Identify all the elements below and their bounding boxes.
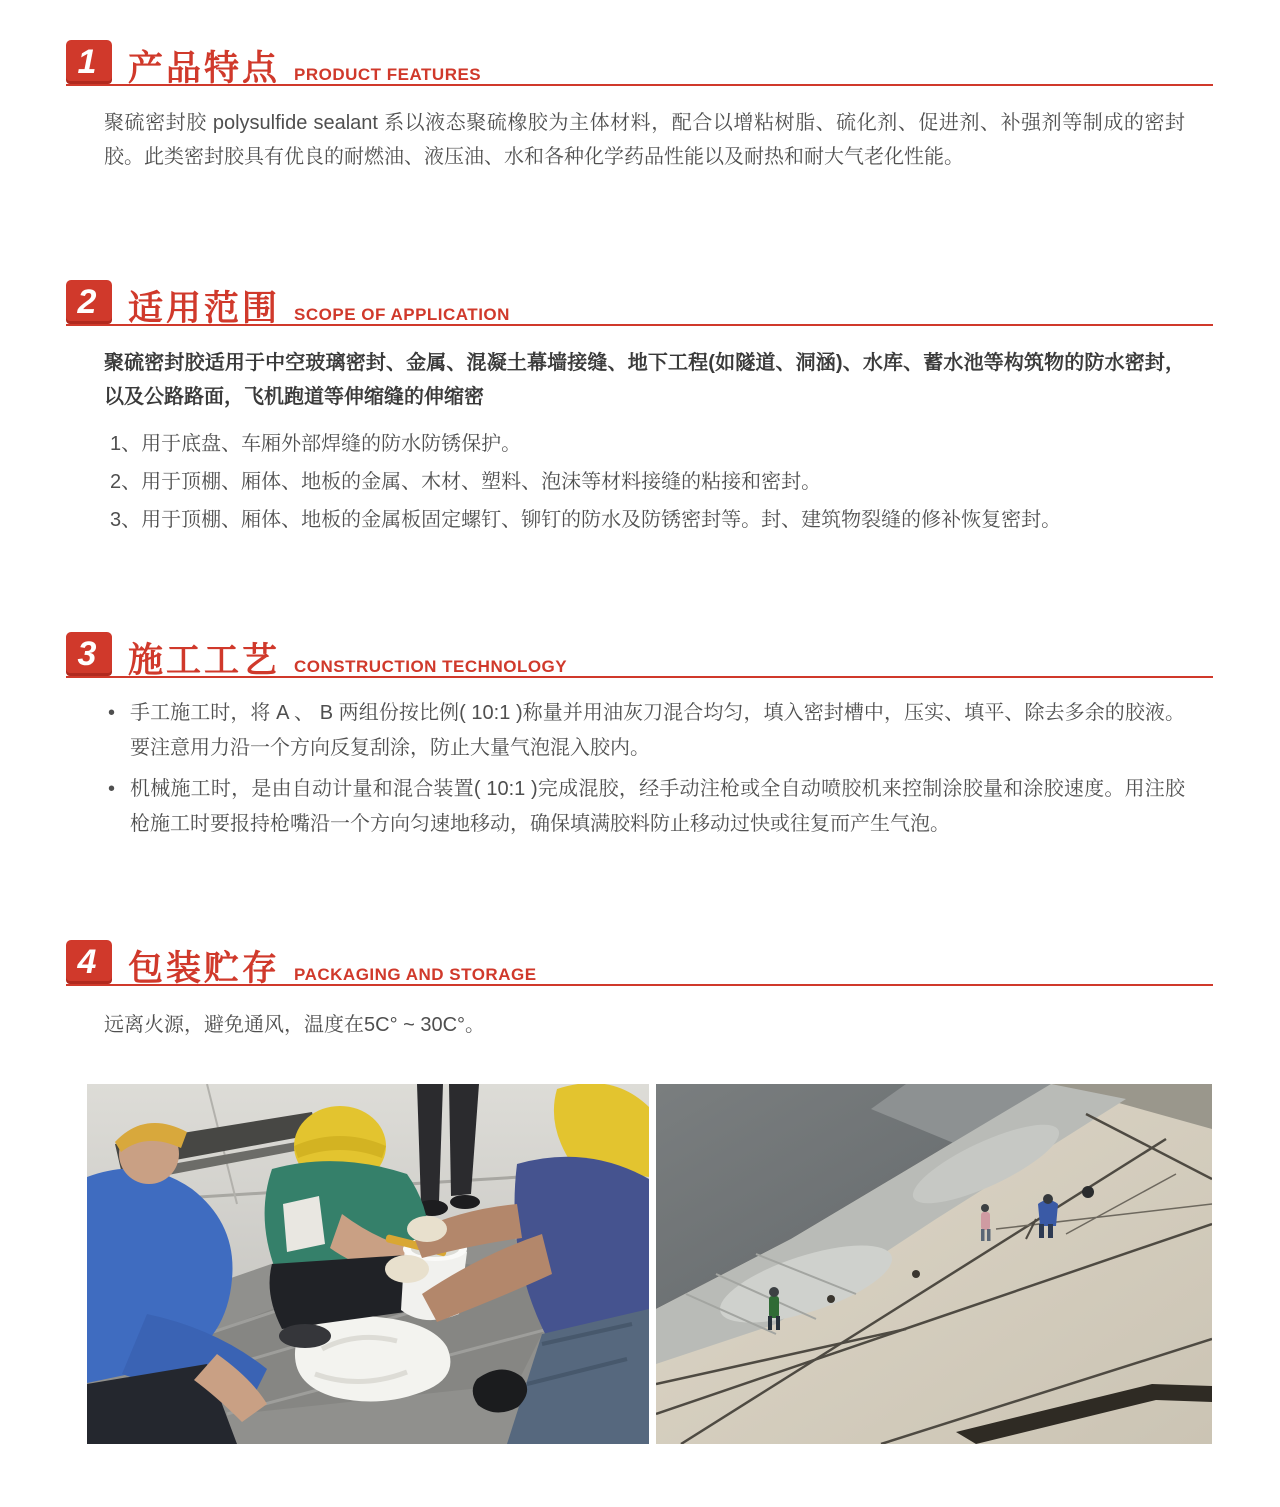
section-header-2 <box>66 278 1213 326</box>
section-title-en: SCOPE OF APPLICATION <box>294 305 510 324</box>
section-number: 2 <box>77 283 97 321</box>
bullet-item: • 手工施工时，将 A 、 B 两组份按比例( 10:1 )称量并用油灰刀混合均匀，填入密封槽中，压实、填平、除去多余的胶液。要注意用力沿一个方向反复刮涂，防止大量气泡混入胶内。 <box>108 696 1185 766</box>
section-header-1 <box>66 38 1213 86</box>
section-packaging-and-storage <box>66 938 1213 1042</box>
section-header-4 <box>66 938 1213 986</box>
list-item: 3、用于顶棚、厢体、地板的金属板固定螺钉、铆钉的防水及防锈密封等。封、建筑物裂缝的修补恢复密封。 <box>110 509 1062 531</box>
bullet-item: • 机械施工时，是由自动计量和混合装置( 10:1 )完成混胶，经手动注枪或全自动喷胶机来控制涂胶量和涂胶速度。用注胶枪施工时要报持枪嘴沿一个方向匀速地移动，确保填满胶料防止移动过快或往复而产生气泡。 <box>108 772 1185 842</box>
equipment-dot <box>1082 1186 1094 1198</box>
section-title-zh: 施工工艺 <box>128 641 281 680</box>
photo-row <box>87 1084 1213 1444</box>
section-number-badge-1 <box>66 40 112 84</box>
dam-slope-construction-photo <box>656 1084 1212 1444</box>
section-title-zh: 包装贮存 <box>128 949 281 988</box>
sealant-photo-illustration <box>87 1084 649 1444</box>
workers-applying-sealant-photo <box>87 1084 649 1444</box>
list-item: 1、用于底盘、车厢外部焊缝的防水防锈保护。 <box>110 433 522 455</box>
section-title-zh: 产品特点 <box>128 49 281 88</box>
application-list <box>110 430 1185 534</box>
list-item: 2、用于顶棚、厢体、地板的金属、木材、塑料、泡沫等材料接缝的粘接和密封。 <box>110 471 822 493</box>
section-number-badge-4 <box>66 940 112 984</box>
section-product-features <box>66 38 1213 174</box>
section-scope-of-application <box>66 278 1213 534</box>
work-glove <box>385 1255 429 1283</box>
section-header-3 <box>66 630 1213 678</box>
section-number-badge-3 <box>66 632 112 676</box>
section-paragraph: 远离火源，避免通风，温度在5C° ~ 30C°。 <box>104 1014 486 1036</box>
section-title-en: PACKAGING AND STORAGE <box>294 965 537 984</box>
section-number: 1 <box>77 43 97 81</box>
section-number: 4 <box>77 943 97 981</box>
section-lead-paragraph: 聚硫密封胶适用于中空玻璃密封、金属、混凝土幕墙接缝、地下工程(如隧道、洞涵)、水库、蓄水池等构筑物的防水密封，以及公路路面，飞机跑道等伸缩缝的伸缩密 <box>104 352 1185 408</box>
section-construction-technology <box>66 630 1213 842</box>
dam-photo-illustration <box>656 1084 1212 1444</box>
construction-steps-list <box>108 696 1185 842</box>
section-paragraph: 聚硫密封胶 polysulfide sealant 系以液态聚硫橡胶为主体材料，配合以增粘树脂、硫化剂、促进剂、补强剂等制成的密封胶。此类密封胶具有优良的耐燃油、液压油、水和各种化学药品性能以及耐热和耐大气老化性能。 <box>104 112 1185 168</box>
section-title-zh: 适用范围 <box>128 289 281 328</box>
section-title-en: CONSTRUCTION TECHNOLOGY <box>294 657 568 676</box>
section-number: 3 <box>77 635 97 673</box>
section-title-en: PRODUCT FEATURES <box>294 65 482 84</box>
section-number-badge-2 <box>66 280 112 324</box>
